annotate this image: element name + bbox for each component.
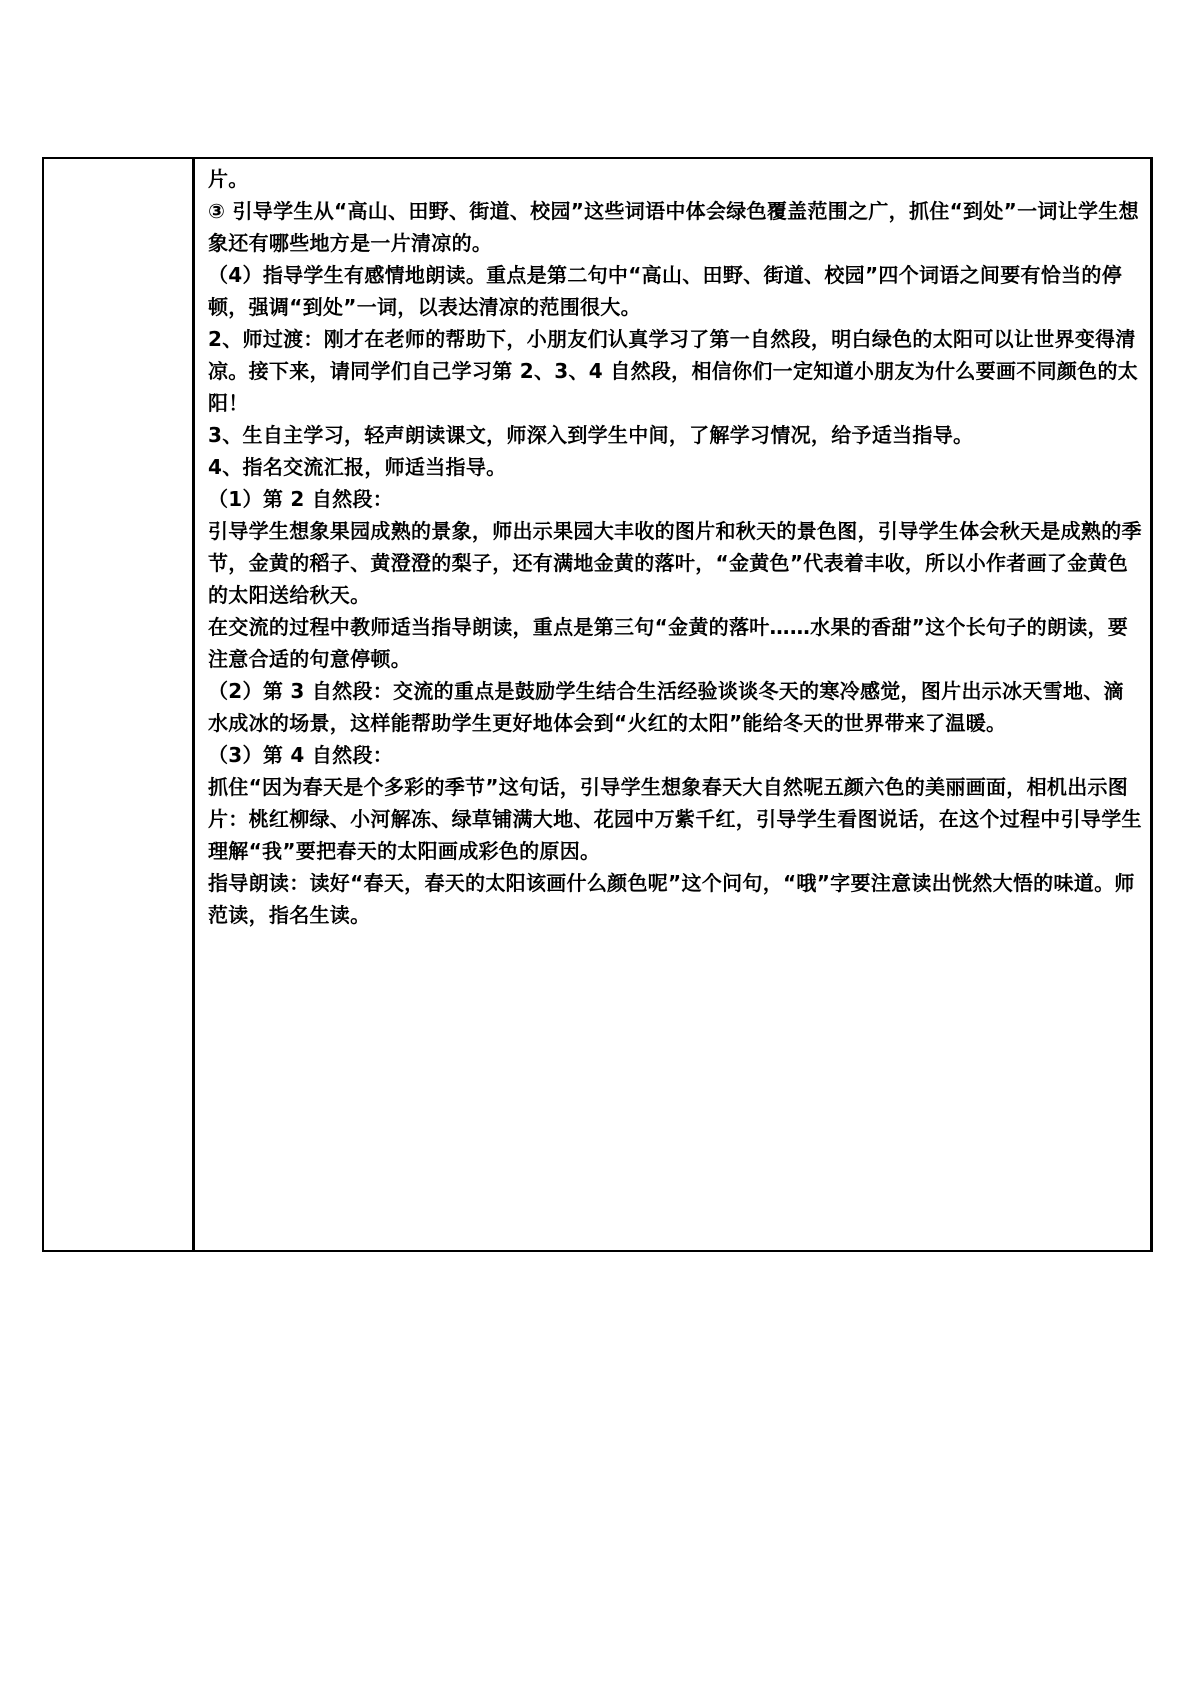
paragraph: （4）指导学生有感情地朗读。重点是第二句中“高山、田野、街道、校园”四个词语之间要有恰当的停顿，强调“到处”一词，以表达清凉的范围很大。 <box>208 263 1123 319</box>
teaching-process-cell <box>194 158 1152 1251</box>
paragraph: 片。 <box>208 167 249 191</box>
paragraph: （1）第 2 自然段： <box>208 487 394 511</box>
paragraph: （3）第 4 自然段： <box>208 743 394 767</box>
paragraph: 指导朗读：读好“春天，春天的太阳该画什么颜色呢”这个问句，“哦”字要注意读出恍然大悟的味道。师范读，指名生读。 <box>208 871 1135 927</box>
paragraph: 引导学生想象果园成熟的景象，师出示果园大丰收的图片和秋天的景色图，引导学生体会秋天是成熟的季节，金黄的稻子、黄澄澄的梨子，还有满地金黄的落叶，“金黄色”代表着丰收，所以小作者画了金黄色的太阳送给秋天。 <box>208 519 1142 607</box>
teaching-process-content <box>195 159 1150 931</box>
left-label-cell <box>43 158 194 1251</box>
paragraph: 抓住“因为春天是个多彩的季节”这句话，引导学生想象春天大自然呢五颜六色的美丽画面，相机出示图片：桃红柳绿、小河解冻、绿草铺满大地、花园中万紫千红，引导学生看图说话，在这个过程中引导学生理解“我”要把春天的太阳画成彩色的原因。 <box>208 775 1142 863</box>
paragraph: ③ 引导学生从“高山、田野、街道、校园”这些词语中体会绿色覆盖范围之广，抓住“到处”一词让学生想象还有哪些地方是一片清凉的。 <box>208 199 1139 255</box>
paragraph: 3、生自主学习，轻声朗读课文，师深入到学生中间，了解学习情况，给予适当指导。 <box>208 423 974 447</box>
table-row <box>43 158 1152 1251</box>
paragraph: 4、指名交流汇报，师适当指导。 <box>208 455 507 479</box>
lesson-plan-table <box>42 157 1153 1252</box>
paragraph: （2）第 3 自然段：交流的重点是鼓励学生结合生活经验谈谈冬天的寒冷感觉，图片出示冰天雪地、滴水成冰的场景，这样能帮助学生更好地体会到“火红的太阳”能给冬天的世界带来了温暖。 <box>208 679 1124 735</box>
paragraph: 在交流的过程中教师适当指导朗读，重点是第三句“金黄的落叶……水果的香甜”这个长句子的朗读，要注意合适的句意停顿。 <box>208 615 1129 671</box>
paragraph: 2、师过渡：刚才在老师的帮助下，小朋友们认真学习了第一自然段，明白绿色的太阳可以让世界变得清凉。接下来，请同学们自己学习第 2、3、4 自然段，相信你们一定知道小朋友为什么要画不同颜色的太阳！ <box>208 327 1139 415</box>
